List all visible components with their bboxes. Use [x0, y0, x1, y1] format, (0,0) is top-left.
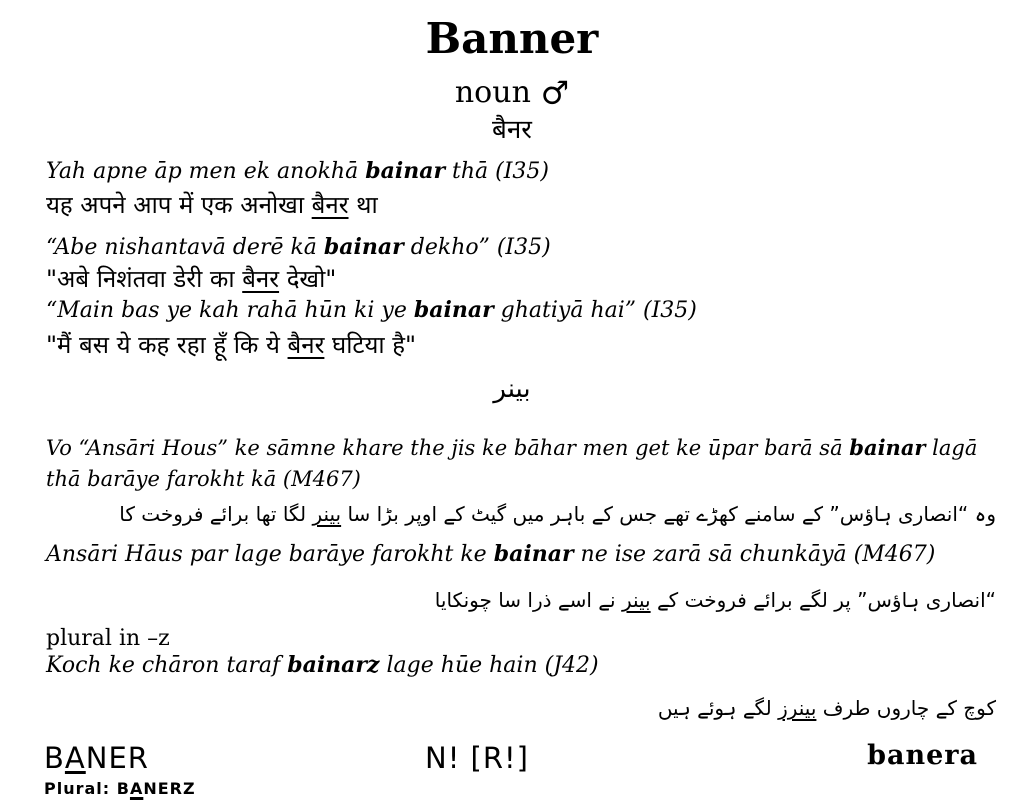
example-6-roman: Koch ke chāron taraf bainarz lage hūe hain (J42)	[46, 652, 599, 678]
example-4-roman: Vo “Ansāri Hous” ke sāmne khare the jis ke bāhar men get ke ūpar barā sā bainar lagā thā barāye farokht kā (M467)	[46, 435, 978, 491]
example-3-hindi: "मैं बस ये कह रहा हूँ कि ये बैनर घटिया है"	[46, 331, 417, 359]
example-2-hindi: "अबे निशंतवा डेरी का बैनर देखो"	[46, 265, 337, 293]
example-5-urdu: “انصاری ہاؤس” پر لگے برائے فروخت کے بینر نے اسے ذرا سا چونکایا	[434, 588, 996, 612]
example-4-urdu: وہ “انصاری ہاؤس” کے سامنے کھڑے تھے جس کے باہر میں گیٹ کے اوپر بڑا سا بینر لگا تھا برائے فروخت کا	[119, 502, 996, 526]
hindi-headword: बैनर	[492, 115, 532, 145]
grammar-notation: N! [R!]	[425, 741, 529, 775]
example-1-roman: Yah apne āp men ek anokhā bainar thā (I35)	[46, 158, 550, 184]
headword-title: Banner	[425, 14, 599, 63]
example-6-urdu: کوچ کے چاروں طرف بینرز لگے ہوئے ہیں	[657, 696, 996, 720]
pos-label: noun	[454, 75, 531, 110]
example-3-roman: “Main bas ye kah rahā hūn ki ye bainar ghatiyā hai” (I35)	[46, 297, 697, 323]
example-2-roman: “Abe nishantavā derē kā bainar dekho” (I35)	[46, 234, 551, 260]
banera-gothic-spelling: banera	[867, 740, 978, 771]
plural-note: plural in –z	[46, 626, 170, 651]
male-gender-icon: ♂	[540, 74, 570, 112]
plural-spelling: Plural: BANERZ	[44, 779, 196, 798]
example-1-hindi: यह अपने आप में एक अनोखा बैनर था	[46, 191, 378, 219]
example-5-roman: Ansāri Hāus par lage barāye farokht ke bainar ne ise zarā sā chunkāyā (M467)	[46, 541, 936, 567]
phonetic-spelling-baner: BANER	[44, 741, 149, 775]
urdu-headword: بینر	[493, 374, 531, 404]
part-of-speech-line	[0, 74, 1024, 112]
